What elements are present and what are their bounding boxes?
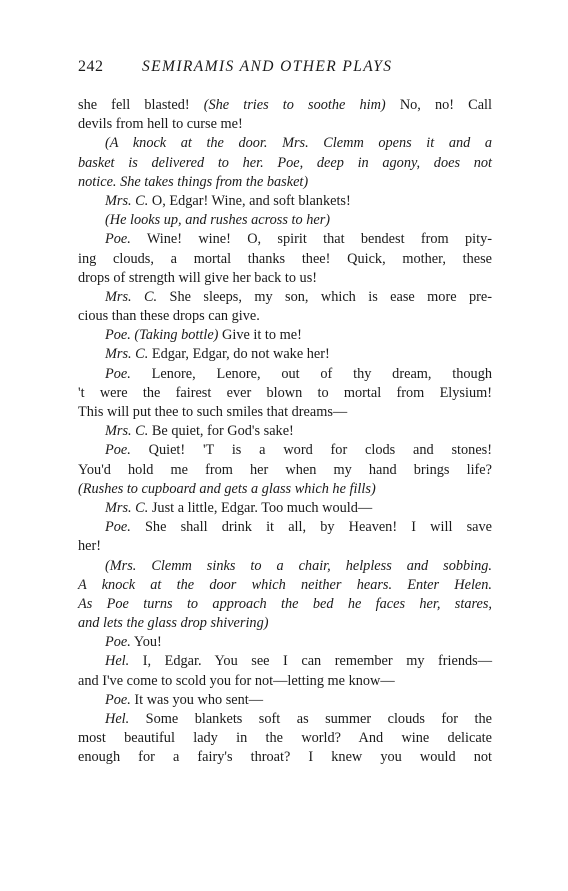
speech-line [78, 230, 492, 249]
italic-segment: Mrs. C. [105, 423, 149, 440]
italic-segment: and lets the glass drop shivering) [78, 615, 269, 632]
text-segment: she fell blasted! [78, 97, 204, 113]
italic-segment: (She tries to soothe him) [203, 97, 386, 113]
italic-segment: Hel. [105, 711, 130, 727]
stage-direction [78, 557, 492, 576]
text-line [78, 384, 492, 403]
text-segment: cious than these drops can give. [78, 308, 260, 325]
italic-segment: Mrs. C. [105, 192, 149, 209]
text-segment: Some blankets soft as summer clouds for the [129, 711, 492, 727]
text-line [78, 748, 492, 767]
page-number: 242 [78, 58, 104, 75]
text-line [78, 96, 492, 115]
italic-segment: As Poe turns to approach the bed he faces her, stares, [78, 595, 492, 612]
text-segment: You'd hold me from her when my hand brings life? [78, 461, 492, 478]
text-line [78, 307, 492, 326]
text-segment: She shall drink it all, by Heaven! I will save [130, 519, 492, 536]
text-segment: Give it to me! [218, 327, 302, 344]
text-line [78, 537, 492, 556]
text-segment: Be quiet, for God's sake! [148, 423, 294, 440]
stage-direction [78, 173, 492, 192]
italic-segment: basket is delivered to her. Poe, deep in agony, does not [78, 154, 492, 171]
text-segment: and I've come to scold you for not—letting me know— [78, 672, 395, 689]
italic-segment: Poe. [105, 634, 131, 651]
speech-line [78, 288, 492, 307]
stage-direction [78, 134, 492, 153]
speech-line [78, 652, 492, 671]
italic-segment: notice. She takes things from the basket) [78, 173, 309, 190]
text-segment: She sleeps, my son, which is ease more pre- [157, 288, 492, 305]
stage-direction [78, 480, 492, 499]
play-text [78, 96, 492, 768]
italic-segment: (Taking bottle) [134, 327, 219, 344]
italic-segment: Mrs. C. [105, 288, 158, 305]
text-segment: I, Edgar. You see I can remember my friends— [129, 653, 492, 670]
text-segment: Edgar, Edgar, do not wake her! [148, 346, 330, 363]
italic-segment: Poe. [105, 327, 131, 344]
italic-segment: A knock at the door which neither hears. Enter Helen. [78, 576, 492, 593]
italic-segment: (Rushes to cupboard and gets a glass which he fills) [78, 480, 376, 497]
speech-line [78, 422, 492, 441]
text-segment: Wine! wine! O, spirit that bendest from pity- [130, 231, 492, 248]
text-line [78, 269, 492, 288]
text-segment: It was you who sent— [130, 691, 264, 708]
speech-line [78, 326, 492, 345]
stage-direction [78, 211, 492, 230]
text-segment: ing clouds, a mortal thanks thee! Quick, mother, these [78, 250, 492, 267]
italic-segment: Hel. [105, 653, 130, 670]
stage-direction [78, 576, 492, 595]
text-segment: O, Edgar! Wine, and soft blankets! [148, 192, 351, 209]
italic-segment: (He looks up, and rushes across to her) [105, 212, 331, 229]
page-header [78, 58, 498, 80]
italic-segment: Poe. [105, 365, 131, 382]
speech-line [78, 691, 492, 710]
running-title: SEMIRAMIS AND OTHER PLAYS [142, 58, 393, 75]
text-line [78, 461, 492, 480]
stage-direction [78, 154, 492, 173]
text-line [78, 403, 492, 422]
text-segment: drops of strength will give her back to us! [78, 269, 318, 286]
text-segment: most beautiful lady in the world? And wine delicate [78, 730, 492, 747]
speech-line [78, 192, 492, 211]
text-segment: her! [78, 538, 102, 555]
text-line [78, 729, 492, 748]
speech-line [78, 441, 492, 460]
speech-line [78, 345, 492, 364]
text-line [78, 115, 492, 134]
italic-segment: Poe. [105, 231, 131, 248]
speech-line [78, 518, 492, 537]
speech-line [78, 365, 492, 384]
italic-segment: Mrs. C. [105, 346, 149, 363]
text-segment: Quiet! 'T is a word for clods and stones! [130, 442, 492, 459]
italic-segment: (Mrs. Clemm sinks to a chair, helpless and sobbing. [105, 557, 492, 574]
stage-direction [78, 614, 492, 633]
text-segment: This will put thee to such smiles that dreams— [78, 404, 348, 420]
text-segment: devils from hell to curse me! [78, 116, 243, 133]
italic-segment: Poe. [105, 442, 131, 459]
stage-direction [78, 595, 492, 614]
text-segment: You! [130, 634, 162, 651]
italic-segment: Poe. [105, 519, 131, 536]
speech-line [78, 710, 492, 729]
italic-segment: Poe. [105, 691, 131, 708]
italic-segment: Mrs. C. [105, 499, 149, 516]
text-segment: Just a little, Edgar. Too much would— [148, 499, 373, 516]
speech-line [78, 499, 492, 518]
text-segment: No, no! Call [385, 97, 492, 113]
text-segment: 't were the fairest ever blown to mortal from Elysium! [78, 384, 492, 401]
speech-line [78, 633, 492, 652]
text-line [78, 672, 492, 691]
italic-segment: (A knock at the door. Mrs. Clemm opens it and a [105, 135, 492, 152]
text-segment: Lenore, Lenore, out of thy dream, though [130, 365, 492, 382]
text-segment: enough for a fairy's throat? I knew you would not [78, 749, 492, 766]
text-line [78, 250, 492, 269]
